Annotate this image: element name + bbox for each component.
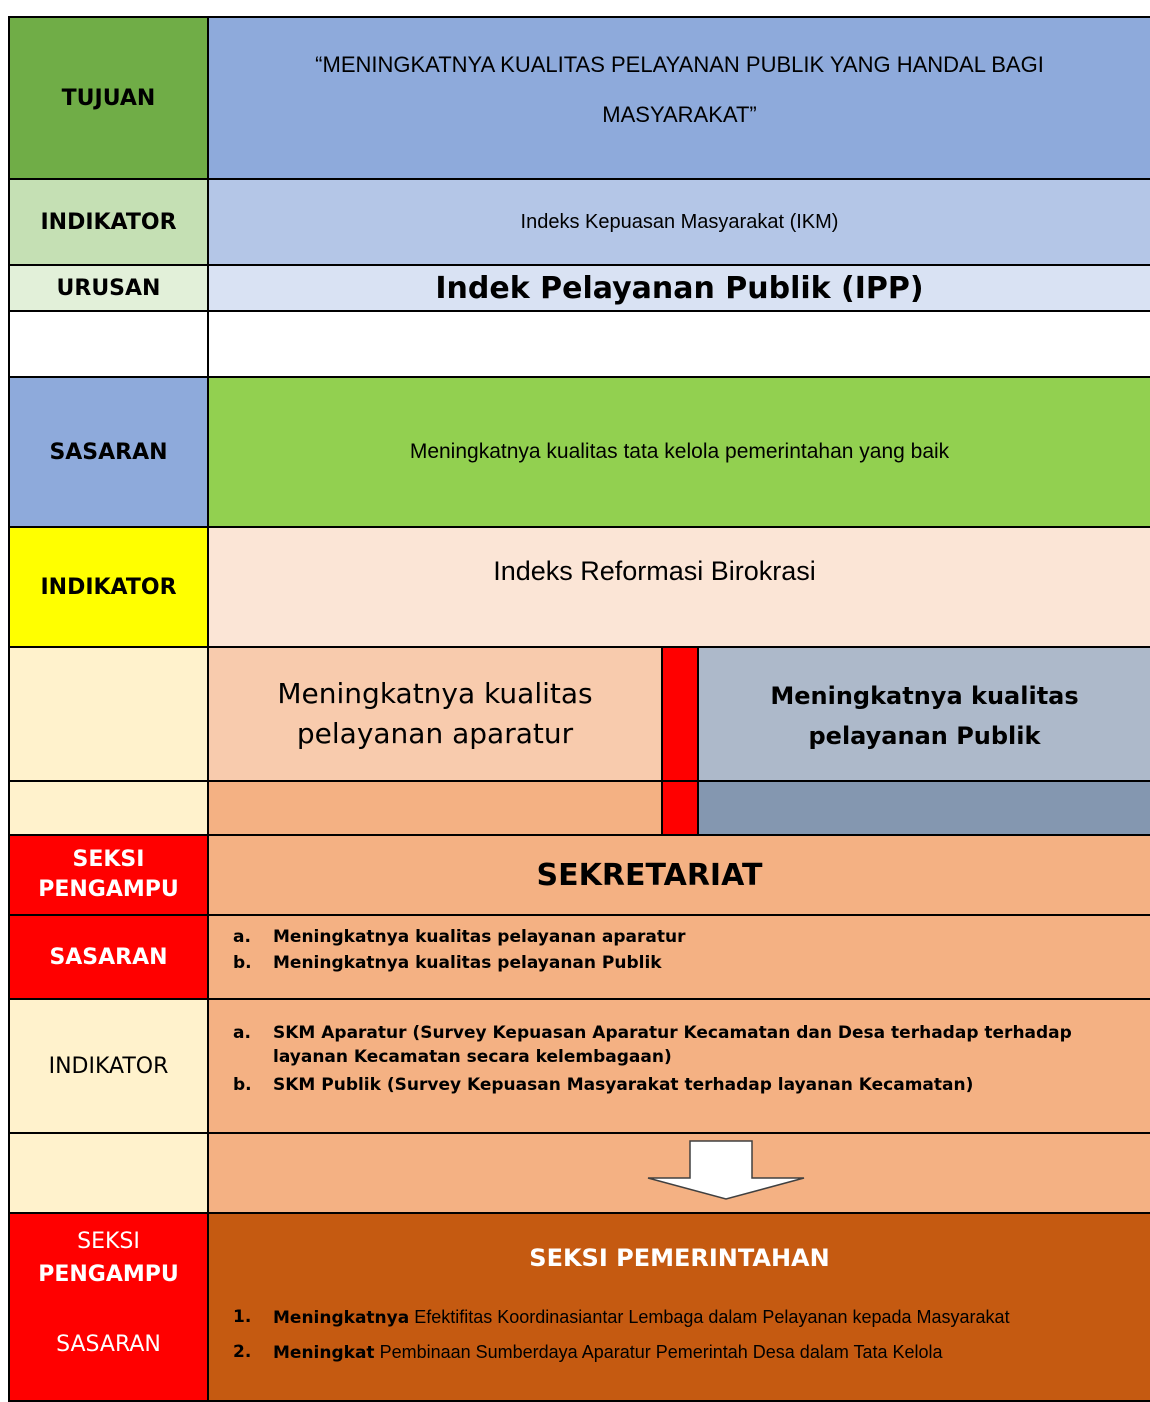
split-left-text: Meningkatnya kualitas pelayanan aparatur: [277, 677, 593, 750]
list-item: b. SKM Publik (Survey Kepuasan Masyarakat terhadap layanan Kecamatan): [233, 1075, 974, 1095]
list-item: 2. Meningkat Pembinaan Sumberdaya Aparatur Pemerintah Desa dalam Tata Kelola: [233, 1342, 943, 1363]
indikator-skm-label: INDIKATOR: [8, 998, 209, 1134]
spacer-right-cell: [697, 780, 1150, 836]
sasaran-sekretariat-list-cell: [207, 914, 1150, 1000]
sasaran-sekretariat-label: SASARAN: [8, 914, 209, 1000]
spacer-red-bar: [661, 780, 699, 836]
down-arrow-icon: [641, 1140, 811, 1200]
indikator-label: INDIKATOR: [8, 178, 209, 266]
split-label-cell: [8, 646, 209, 782]
indikator-ikm-text: Indeks Kepuasan Masyarakat (IKM): [207, 178, 1150, 266]
indikator-skm-list-cell: [207, 998, 1150, 1134]
split-right-text: Meningkatnya kualitas pelayanan Publik: [770, 682, 1079, 750]
spacer-label-cell: [8, 780, 209, 836]
sasaran-label: SASARAN: [8, 376, 209, 528]
indikator-rb-text: Indeks Reformasi Birokrasi: [493, 556, 816, 586]
seksi-pem-label-line3: SASARAN: [56, 1332, 161, 1357]
tujuan-text: “MENINGKATNYA KUALITAS PELAYANAN PUBLIK YANG HANDAL BAGI MASYARAKAT”: [315, 52, 1044, 127]
urusan-label: URUSAN: [8, 264, 209, 312]
empty-text-cell: [207, 310, 1150, 378]
list-item: 1. Meningkatnya Efektifitas Koordinasiantar Lembaga dalam Pelayanan kepada Masyarakat: [233, 1307, 1010, 1328]
split-left-cell: [207, 646, 663, 782]
seksi-pem-label-line2: PENGAMPU: [38, 1262, 179, 1287]
seksi-pemerintahan-cell: [207, 1212, 1150, 1402]
seksi-pem-label-line1: SEKSI: [77, 1229, 140, 1254]
empty-label-cell: [8, 310, 209, 378]
seksi-pemerintahan-list: [209, 1300, 1150, 1371]
tujuan-text-cell: [207, 16, 1150, 180]
sasaran-text: Meningkatnya kualitas tata kelola pemerintahan yang baik: [207, 376, 1150, 528]
seksi-label-line2: PENGAMPU: [38, 877, 179, 902]
list-item: a. SKM Aparatur (Survey Kepuasan Aparatur Kecamatan dan Desa terhadap terhadap layanan Kecamatan secara kelembagaan): [233, 1023, 1072, 1067]
arrow-cell: [207, 1132, 1150, 1214]
seksi-label-line1: SEKSI: [72, 847, 145, 872]
seksi-pengampu-label: [8, 834, 209, 916]
indikator-skm-list: [209, 1021, 1150, 1097]
split-right-cell: [697, 646, 1150, 782]
arrow-label-cell: [8, 1132, 209, 1214]
spacer-left-cell: [207, 780, 663, 836]
indikator-rb-text-cell: [207, 526, 1150, 648]
list-item: a. Meningkatnya kualitas pelayanan aparatur: [233, 927, 686, 947]
list-item: b. Meningkatnya kualitas pelayanan Publik: [233, 953, 662, 973]
sasaran-sekretariat-list: [209, 926, 686, 974]
seksi-pemerintahan-label-cell: [8, 1212, 209, 1402]
seksi-pemerintahan-title: SEKSI PEMERINTAHAN: [529, 1244, 830, 1272]
urusan-text: Indek Pelayanan Publik (IPP): [207, 264, 1150, 312]
sekretariat-title: SEKRETARIAT: [207, 834, 1150, 916]
tujuan-label: TUJUAN: [8, 16, 209, 180]
indikator-rb-label: INDIKATOR: [8, 526, 209, 648]
split-red-bar: [661, 646, 699, 782]
